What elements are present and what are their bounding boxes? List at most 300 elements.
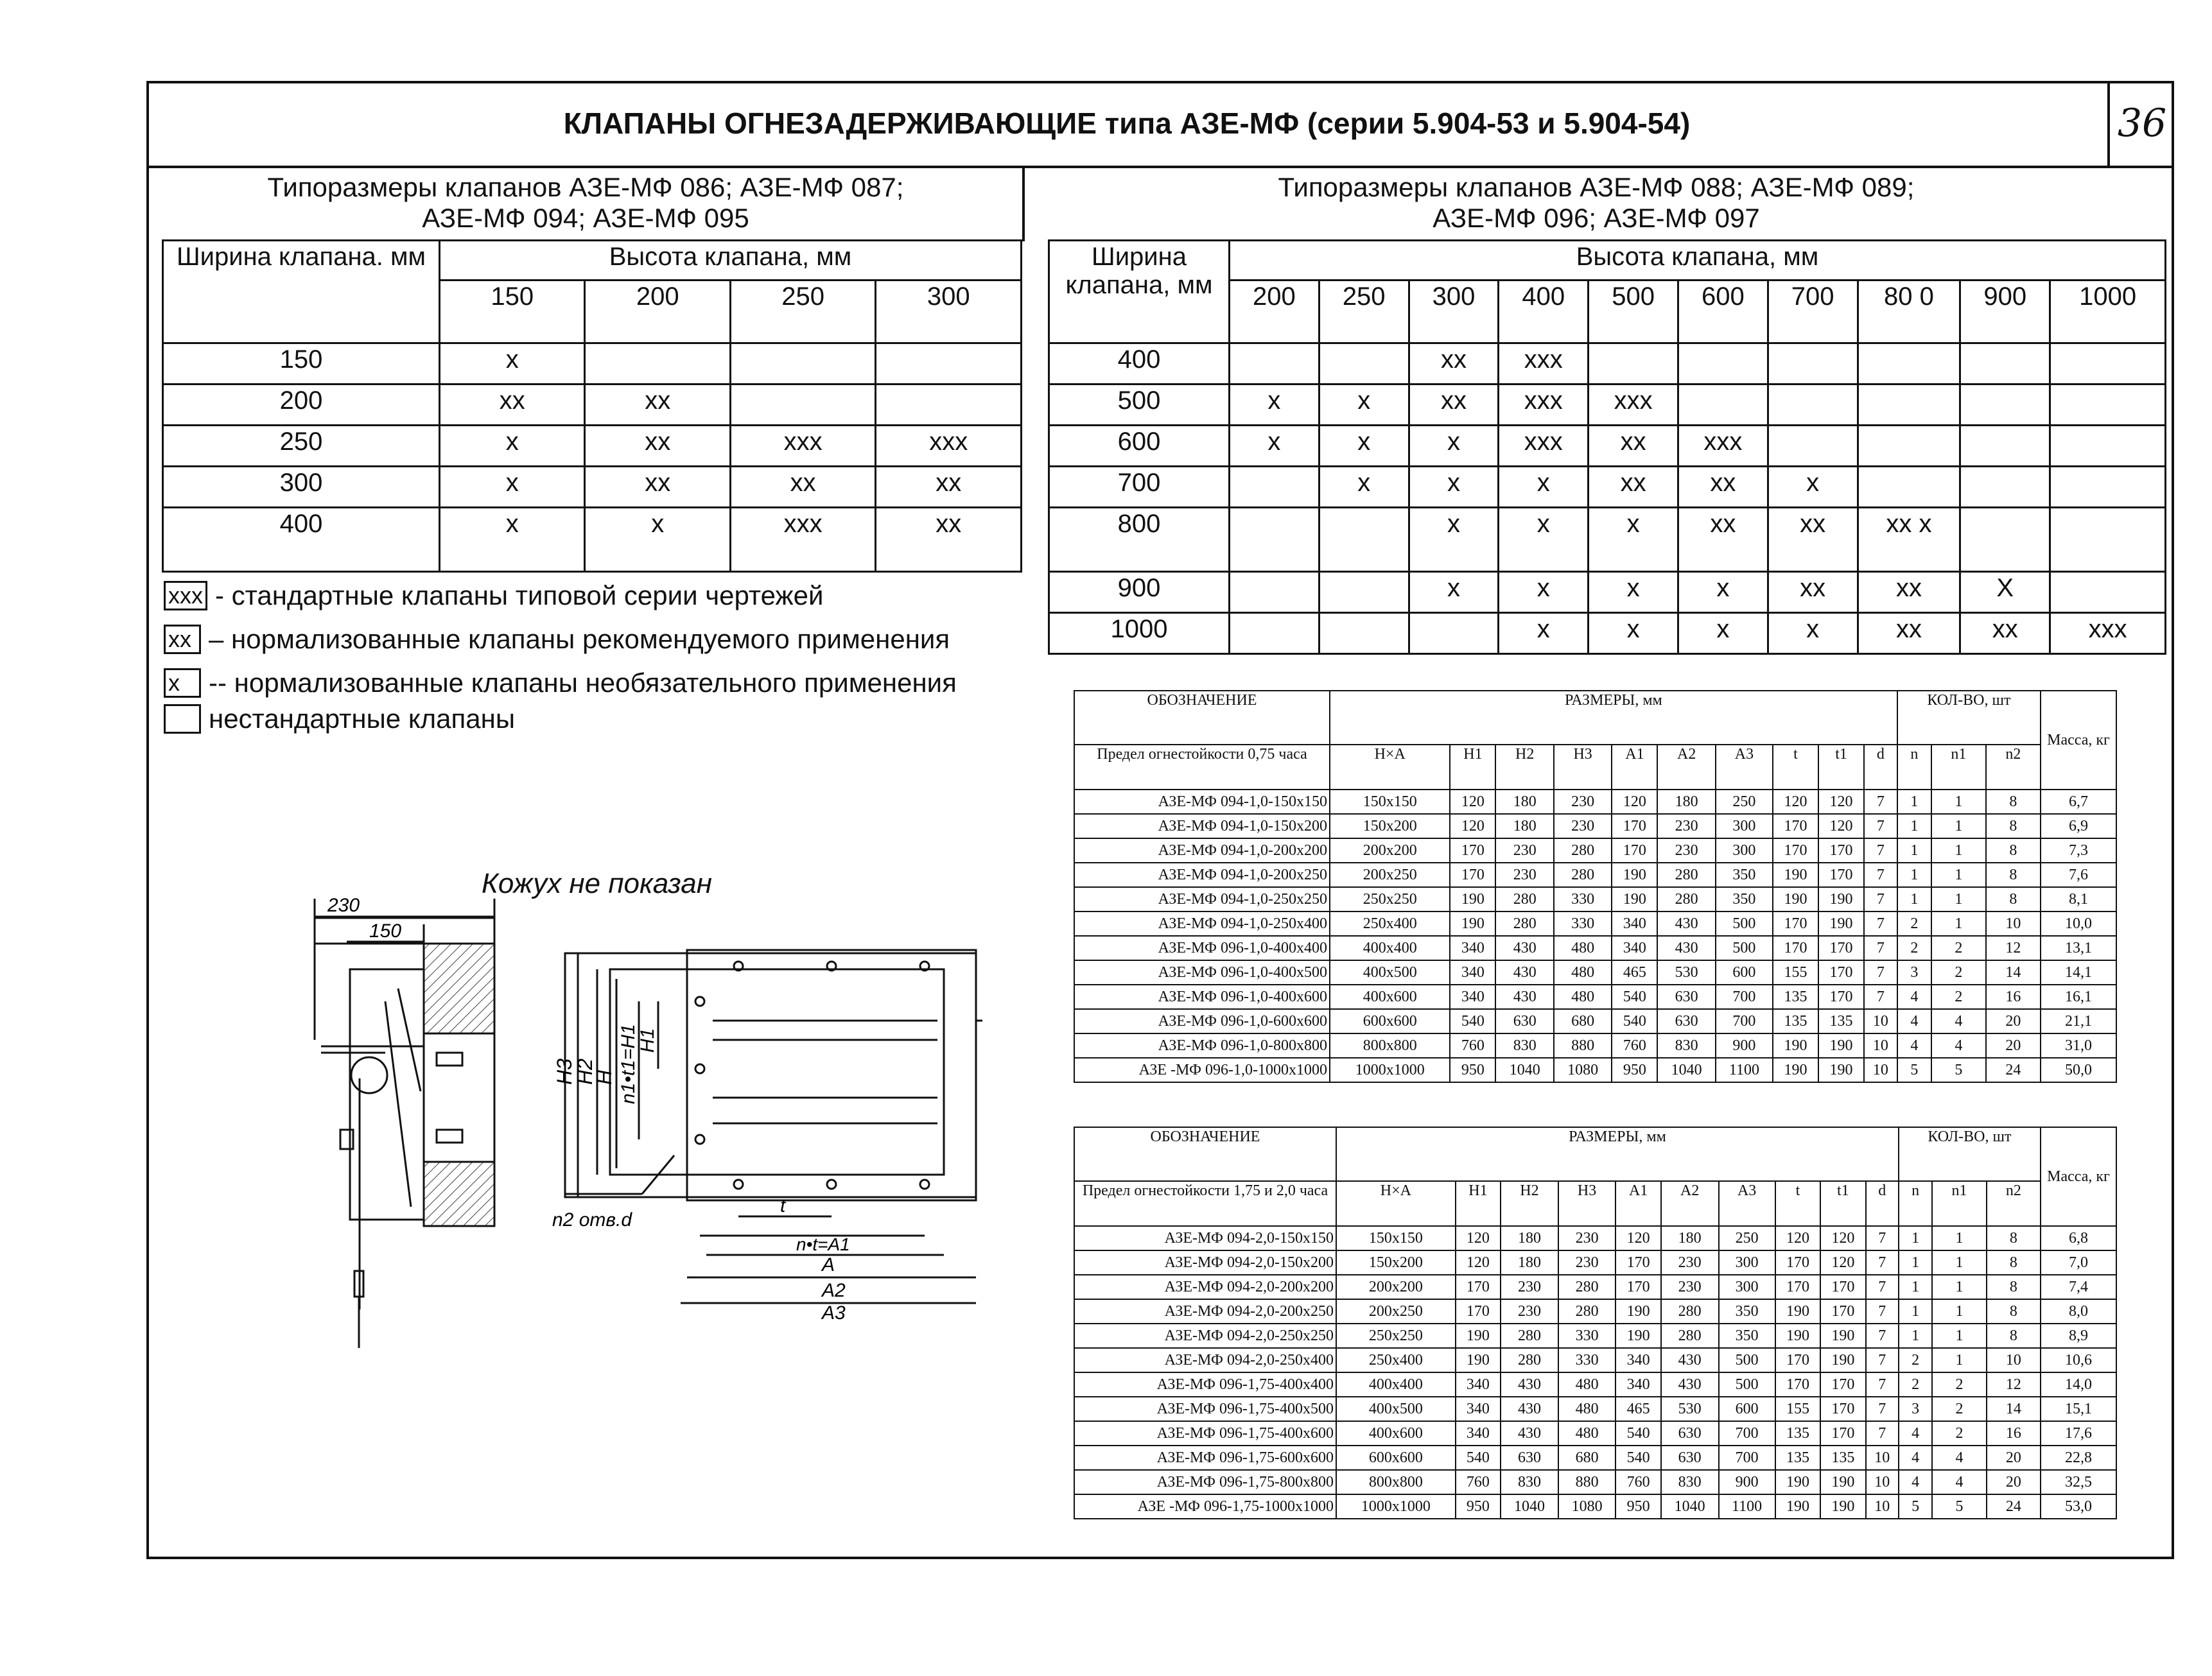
value-cell: 190 — [1612, 887, 1657, 911]
value-cell: 4 — [1899, 1470, 1933, 1494]
value-cell: 120 — [1820, 1250, 1865, 1275]
value-cell: 1 — [1931, 863, 1986, 887]
value-cell: 190 — [1818, 887, 1864, 911]
value-cell: 16,1 — [2041, 985, 2116, 1009]
value-cell: 340 — [1615, 1348, 1660, 1372]
value-cell: 400x500 — [1336, 1397, 1456, 1421]
value-cell: 8 — [1986, 790, 2041, 814]
value-cell: 950 — [1450, 1058, 1495, 1082]
size-col-header: A3 — [1719, 1181, 1775, 1226]
holes-label: n2 отв.d — [552, 1209, 632, 1231]
row-width-cell: 600 — [1049, 426, 1230, 467]
value-cell: 430 — [1657, 911, 1715, 936]
value-cell: 150x150 — [1336, 1226, 1456, 1250]
value-cell: 10 — [1866, 1446, 1899, 1470]
value-cell: 170 — [1615, 1275, 1660, 1299]
mark-cell — [1858, 343, 1960, 384]
value-cell: 14 — [1987, 1397, 2041, 1421]
quantity-header: КОЛ-ВО, шт — [1899, 1127, 2041, 1181]
table-row — [163, 508, 1022, 572]
value-cell: 700 — [1716, 1009, 1773, 1033]
value-cell: 21,1 — [2041, 1009, 2116, 1033]
mark-cell: xxx — [1678, 426, 1768, 467]
value-cell: 2 — [1899, 1372, 1933, 1397]
dim-h1: H1 — [637, 1028, 658, 1053]
value-cell: 630 — [1657, 1009, 1715, 1033]
size-col-header: d — [1866, 1181, 1899, 1226]
value-cell: 10 — [1864, 1058, 1897, 1082]
value-cell: 4 — [1897, 985, 1931, 1009]
value-cell: 4 — [1931, 1033, 1986, 1058]
value-cell: 190 — [1612, 863, 1657, 887]
value-cell: 1040 — [1501, 1494, 1558, 1519]
size-col-header: t1 — [1820, 1181, 1865, 1226]
row-width-cell: 900 — [1049, 572, 1230, 613]
size-col-header: t — [1773, 745, 1818, 790]
value-cell: 230 — [1495, 863, 1553, 887]
table-row — [1074, 1009, 2116, 1033]
value-cell: 430 — [1661, 1348, 1719, 1372]
value-cell: 230 — [1554, 814, 1612, 838]
right-size-table — [1048, 239, 2166, 655]
value-cell: 1 — [1897, 887, 1931, 911]
spec-table-075 — [1074, 690, 2117, 1083]
value-cell: 8 — [1987, 1250, 2041, 1275]
left-caption-line2: АЗЕ-МФ 094; АЗЕ-МФ 095 — [422, 203, 749, 233]
value-cell: 7 — [1866, 1397, 1899, 1421]
value-cell: 7 — [1866, 1250, 1899, 1275]
value-cell: 8 — [1987, 1324, 2041, 1348]
value-cell: 190 — [1820, 1348, 1865, 1372]
table-row — [1074, 790, 2116, 814]
mark-cell — [1319, 508, 1409, 572]
row-width-cell: 400 — [163, 508, 440, 572]
value-cell: 480 — [1558, 1372, 1616, 1397]
dim-t: t — [780, 1195, 786, 1216]
value-cell: 540 — [1612, 1009, 1657, 1033]
value-cell: 950 — [1612, 1058, 1657, 1082]
value-cell: 170 — [1773, 936, 1818, 960]
value-cell: 7,0 — [2041, 1250, 2116, 1275]
row-width-cell: 800 — [1049, 508, 1230, 572]
value-cell: 170 — [1818, 985, 1864, 1009]
value-cell: 53,0 — [2041, 1494, 2116, 1519]
designation-cell: АЗЕ-МФ 094-2,0-250x400 — [1074, 1348, 1336, 1372]
value-cell: 480 — [1554, 985, 1612, 1009]
value-cell: 330 — [1554, 887, 1612, 911]
value-cell: 190 — [1775, 1299, 1820, 1324]
value-cell: 540 — [1450, 1009, 1495, 1033]
value-cell: 230 — [1657, 838, 1715, 863]
value-cell: 1 — [1899, 1324, 1933, 1348]
designation-cell: АЗЕ-МФ 096-1,0-400x600 — [1074, 985, 1330, 1009]
value-cell: 400x400 — [1330, 936, 1450, 960]
value-cell: 170 — [1820, 1275, 1865, 1299]
designation-cell: АЗЕ-МФ 096-1,0-800x800 — [1074, 1033, 1330, 1058]
mark-cell — [1230, 572, 1319, 613]
dim-n1t1: n1•t1=H1 — [618, 1024, 639, 1104]
value-cell: 1 — [1899, 1299, 1933, 1324]
mark-cell — [730, 343, 875, 384]
value-cell: 1 — [1931, 814, 1986, 838]
value-cell: 135 — [1820, 1446, 1865, 1470]
mark-cell: xxx — [730, 426, 875, 467]
value-cell: 340 — [1456, 1421, 1501, 1446]
designation-header: ОБОЗНАЧЕНИЕ — [1074, 691, 1330, 745]
value-cell: 830 — [1501, 1470, 1558, 1494]
table-row — [1074, 1324, 2116, 1348]
value-cell: 2 — [1899, 1348, 1933, 1372]
value-cell: 200x200 — [1336, 1275, 1456, 1299]
value-cell: 630 — [1495, 1009, 1553, 1033]
value-cell: 250x250 — [1336, 1324, 1456, 1348]
mark-cell: xx — [1409, 384, 1499, 426]
size-col-header: H×A — [1336, 1181, 1456, 1226]
value-cell: 340 — [1456, 1397, 1501, 1421]
value-cell: 280 — [1558, 1275, 1616, 1299]
mark-cell: xxx — [876, 426, 1022, 467]
value-cell: 400x600 — [1330, 985, 1450, 1009]
value-cell: 500 — [1716, 936, 1773, 960]
mark-cell: xx x — [1858, 508, 1960, 572]
value-cell: 950 — [1456, 1494, 1501, 1519]
row-width-cell: 700 — [1049, 467, 1230, 508]
value-cell: 16 — [1986, 985, 2041, 1009]
value-cell: 1040 — [1661, 1494, 1719, 1519]
value-cell: 190 — [1775, 1324, 1820, 1348]
legend-item — [164, 704, 515, 734]
legend-text: -- нормализованные клапаны необязательного применения — [209, 668, 957, 698]
value-cell: 190 — [1773, 1058, 1818, 1082]
value-cell: 150x150 — [1330, 790, 1450, 814]
mark-cell: xx — [1678, 467, 1768, 508]
value-cell: 900 — [1716, 1033, 1773, 1058]
mark-cell: x — [585, 508, 730, 572]
value-cell: 1 — [1931, 887, 1986, 911]
value-cell: 10 — [1864, 1009, 1897, 1033]
height-col-header: 150 — [440, 281, 585, 343]
table-row — [1074, 1275, 2116, 1299]
value-cell: 7 — [1864, 814, 1897, 838]
mark-cell: xx — [585, 384, 730, 426]
value-cell: 170 — [1612, 814, 1657, 838]
value-cell: 120 — [1450, 814, 1495, 838]
value-cell: 4 — [1897, 1009, 1931, 1033]
value-cell: 300 — [1716, 814, 1773, 838]
fire-limit-label: Предел огнестойкости 1,75 и 2,0 часа — [1074, 1181, 1336, 1226]
size-col-header: n2 — [1986, 745, 2041, 790]
row-width-cell: 500 — [1049, 384, 1230, 426]
value-cell: 1 — [1932, 1324, 1986, 1348]
size-col-header: H1 — [1456, 1181, 1501, 1226]
value-cell: 7 — [1864, 790, 1897, 814]
value-cell: 20 — [1987, 1470, 2041, 1494]
value-cell: 480 — [1554, 960, 1612, 985]
value-cell: 1 — [1932, 1250, 1986, 1275]
mark-cell — [1960, 426, 2050, 467]
value-cell: 170 — [1775, 1348, 1820, 1372]
value-cell: 1 — [1932, 1226, 1986, 1250]
right-caption-line1: Типоразмеры клапанов АЗЕ-МФ 088; АЗЕ-МФ 089; — [1278, 172, 1915, 202]
mark-cell: x — [1499, 572, 1589, 613]
mark-cell — [1230, 613, 1319, 654]
value-cell: 190 — [1773, 1033, 1818, 1058]
value-cell: 7 — [1866, 1372, 1899, 1397]
value-cell: 190 — [1820, 1470, 1865, 1494]
value-cell: 4 — [1899, 1446, 1933, 1470]
height-col-header: 300 — [1409, 281, 1499, 343]
quantity-header: КОЛ-ВО, шт — [1897, 691, 2041, 745]
value-cell: 15,1 — [2041, 1397, 2116, 1421]
value-cell: 4 — [1932, 1470, 1986, 1494]
value-cell: 1100 — [1716, 1058, 1773, 1082]
value-cell: 5 — [1931, 1058, 1986, 1082]
value-cell: 7 — [1866, 1226, 1899, 1250]
mark-cell: x — [1768, 613, 1858, 654]
value-cell: 1040 — [1657, 1058, 1715, 1082]
value-cell: 170 — [1820, 1421, 1865, 1446]
designation-header: ОБОЗНАЧЕНИЕ — [1074, 1127, 1336, 1181]
value-cell: 170 — [1775, 1275, 1820, 1299]
designation-cell: АЗЕ-МФ 094-1,0-150x150 — [1074, 790, 1330, 814]
title-row — [146, 81, 2172, 168]
value-cell: 190 — [1456, 1324, 1501, 1348]
value-cell: 20 — [1986, 1009, 2041, 1033]
value-cell: 230 — [1554, 790, 1612, 814]
size-col-header: H3 — [1554, 745, 1612, 790]
row-width-cell: 150 — [163, 343, 440, 384]
value-cell: 31,0 — [2041, 1033, 2116, 1058]
value-cell: 340 — [1450, 985, 1495, 1009]
value-cell: 190 — [1456, 1348, 1501, 1372]
page-title: КЛАПАНЫ ОГНЕЗАДЕРЖИВАЮЩИЕ типа АЗЕ-МФ (серии 5.904-53 и 5.904-54) — [563, 107, 1691, 140]
value-cell: 430 — [1495, 936, 1553, 960]
value-cell: 1100 — [1719, 1494, 1775, 1519]
height-col-header: 200 — [585, 281, 730, 343]
page-number: 36 — [2107, 81, 2174, 166]
value-cell: 760 — [1450, 1033, 1495, 1058]
value-cell: 2 — [1931, 985, 1986, 1009]
value-cell: 10,0 — [2041, 911, 2116, 936]
value-cell: 180 — [1501, 1250, 1558, 1275]
designation-cell: АЗЕ-МФ 096-1,75-400x400 — [1074, 1372, 1336, 1397]
mark-cell: x — [440, 467, 585, 508]
value-cell: 17,6 — [2041, 1421, 2116, 1446]
mark-cell — [2050, 343, 2166, 384]
value-cell: 10 — [1866, 1494, 1899, 1519]
mark-cell: x — [440, 508, 585, 572]
value-cell: 2 — [1897, 911, 1931, 936]
value-cell: 8 — [1986, 814, 2041, 838]
mark-cell — [1768, 426, 1858, 467]
value-cell: 135 — [1775, 1446, 1820, 1470]
designation-cell: АЗЕ-МФ 094-2,0-200x250 — [1074, 1299, 1336, 1324]
value-cell: 760 — [1456, 1470, 1501, 1494]
mark-cell — [1858, 467, 1960, 508]
mark-cell — [1768, 384, 1858, 426]
value-cell: 500 — [1719, 1348, 1775, 1372]
table-row — [1049, 343, 2166, 384]
table-row — [1074, 838, 2116, 863]
value-cell: 540 — [1615, 1446, 1660, 1470]
value-cell: 500 — [1719, 1372, 1775, 1397]
dim-h3: H3 — [553, 1058, 576, 1085]
value-cell: 120 — [1612, 790, 1657, 814]
table-row — [1074, 1299, 2116, 1324]
value-cell: 1 — [1897, 863, 1931, 887]
value-cell: 170 — [1450, 838, 1495, 863]
mark-cell: xxx — [1499, 426, 1589, 467]
value-cell: 250x250 — [1330, 887, 1450, 911]
value-cell: 135 — [1773, 1009, 1818, 1033]
value-cell: 200x250 — [1336, 1299, 1456, 1324]
row-width-cell: 300 — [163, 467, 440, 508]
designation-cell: АЗЕ-МФ 096-1,75-600x600 — [1074, 1446, 1336, 1470]
value-cell: 600x600 — [1330, 1009, 1450, 1033]
size-col-header: A3 — [1716, 745, 1773, 790]
value-cell: 280 — [1657, 887, 1715, 911]
mark-cell: xx — [1768, 572, 1858, 613]
height-col-header: 200 — [1230, 281, 1319, 343]
mark-cell — [1230, 343, 1319, 384]
value-cell: 4 — [1897, 1033, 1931, 1058]
table-row — [1074, 911, 2116, 936]
mark-cell: x — [1499, 613, 1589, 654]
right-caption-line2: АЗЕ-МФ 096; АЗЕ-МФ 097 — [1433, 203, 1760, 233]
mark-cell — [2050, 467, 2166, 508]
fire-limit-label: Предел огнестойкости 0,75 часа — [1074, 745, 1330, 790]
value-cell: 530 — [1657, 960, 1715, 985]
dim-a2: A2 — [822, 1280, 846, 1301]
value-cell: 6,7 — [2041, 790, 2116, 814]
value-cell: 20 — [1987, 1446, 2041, 1470]
mark-cell: x — [1589, 572, 1678, 613]
value-cell: 7,4 — [2041, 1275, 2116, 1299]
mark-cell — [1678, 343, 1768, 384]
dim-150: 150 — [369, 920, 402, 942]
mark-cell: x — [1409, 426, 1499, 467]
value-cell: 170 — [1456, 1275, 1501, 1299]
value-cell: 190 — [1773, 863, 1818, 887]
value-cell: 430 — [1501, 1372, 1558, 1397]
table-row — [1074, 814, 2116, 838]
value-cell: 230 — [1661, 1250, 1719, 1275]
table-row — [1074, 1494, 2116, 1519]
value-cell: 760 — [1615, 1470, 1660, 1494]
mark-cell: xx — [585, 426, 730, 467]
legend-box: x — [164, 668, 201, 698]
value-cell: 120 — [1818, 814, 1864, 838]
value-cell: 170 — [1456, 1299, 1501, 1324]
value-cell: 170 — [1773, 911, 1818, 936]
value-cell: 4 — [1899, 1421, 1933, 1446]
size-col-header: n — [1897, 745, 1931, 790]
mark-cell: xx — [1589, 467, 1678, 508]
value-cell: 8 — [1987, 1275, 2041, 1299]
value-cell: 8 — [1986, 838, 2041, 863]
value-cell: 3 — [1899, 1397, 1933, 1421]
mark-cell — [1768, 343, 1858, 384]
mark-cell — [1319, 572, 1409, 613]
mark-cell — [1230, 508, 1319, 572]
value-cell: 190 — [1450, 887, 1495, 911]
mark-cell: x — [1409, 572, 1499, 613]
mark-cell — [1960, 343, 2050, 384]
value-cell: 280 — [1554, 838, 1612, 863]
mark-cell: x — [1319, 384, 1409, 426]
value-cell: 280 — [1657, 863, 1715, 887]
height-col-header: 250 — [1319, 281, 1409, 343]
value-cell: 12 — [1986, 936, 2041, 960]
mark-cell — [1319, 613, 1409, 654]
value-cell: 300 — [1719, 1250, 1775, 1275]
value-cell: 10 — [1986, 911, 2041, 936]
value-cell: 300 — [1719, 1275, 1775, 1299]
designation-cell: АЗЕ-МФ 094-2,0-250x250 — [1074, 1324, 1336, 1348]
value-cell: 540 — [1615, 1421, 1660, 1446]
designation-cell: АЗЕ-МФ 094-1,0-250x400 — [1074, 911, 1330, 936]
value-cell: 1 — [1899, 1275, 1933, 1299]
size-col-header: n1 — [1932, 1181, 1986, 1226]
size-col-header: n2 — [1987, 1181, 2041, 1226]
size-col-header: t — [1775, 1181, 1820, 1226]
mark-cell — [2050, 508, 2166, 572]
mark-cell — [1960, 467, 2050, 508]
value-cell: 465 — [1612, 960, 1657, 985]
value-cell: 190 — [1775, 1494, 1820, 1519]
value-cell: 170 — [1612, 838, 1657, 863]
designation-cell: АЗЕ-МФ 094-2,0-150x150 — [1074, 1226, 1336, 1250]
height-col-header: 300 — [876, 281, 1022, 343]
value-cell: 14,0 — [2041, 1372, 2116, 1397]
value-cell: 12 — [1987, 1372, 2041, 1397]
mass-header: Масса, кг — [2041, 1127, 2116, 1226]
value-cell: 7 — [1864, 960, 1897, 985]
table-row — [1074, 1226, 2116, 1250]
mark-cell: xx — [1960, 613, 2050, 654]
legend-text: нестандартные клапаны — [209, 704, 516, 734]
value-cell: 230 — [1495, 838, 1553, 863]
table-row — [163, 467, 1022, 508]
value-cell: 280 — [1554, 863, 1612, 887]
value-cell: 1080 — [1558, 1494, 1616, 1519]
value-cell: 1 — [1932, 1299, 1986, 1324]
mark-cell: X — [1960, 572, 2050, 613]
mark-cell: x — [1499, 508, 1589, 572]
table-row — [1049, 572, 2166, 613]
table-row — [163, 343, 1022, 384]
value-cell: 32,5 — [2041, 1470, 2116, 1494]
value-cell: 180 — [1657, 790, 1715, 814]
value-cell: 1040 — [1495, 1058, 1553, 1082]
designation-cell: АЗЕ-МФ 096-1,75-800x800 — [1074, 1470, 1336, 1494]
mark-cell: xx — [1858, 572, 1960, 613]
mark-cell: xxx — [1499, 384, 1589, 426]
value-cell: 350 — [1716, 863, 1773, 887]
mark-cell: xx — [1678, 508, 1768, 572]
table-row — [1049, 384, 2166, 426]
mark-cell: x — [1678, 572, 1768, 613]
legend-item — [164, 580, 823, 611]
value-cell: 170 — [1773, 814, 1818, 838]
value-cell: 230 — [1558, 1226, 1616, 1250]
value-cell: 7 — [1864, 985, 1897, 1009]
mark-cell: x — [1589, 508, 1678, 572]
value-cell: 7 — [1866, 1324, 1899, 1348]
table-row — [1074, 887, 2116, 911]
value-cell: 190 — [1820, 1494, 1865, 1519]
value-cell: 6,9 — [2041, 814, 2116, 838]
